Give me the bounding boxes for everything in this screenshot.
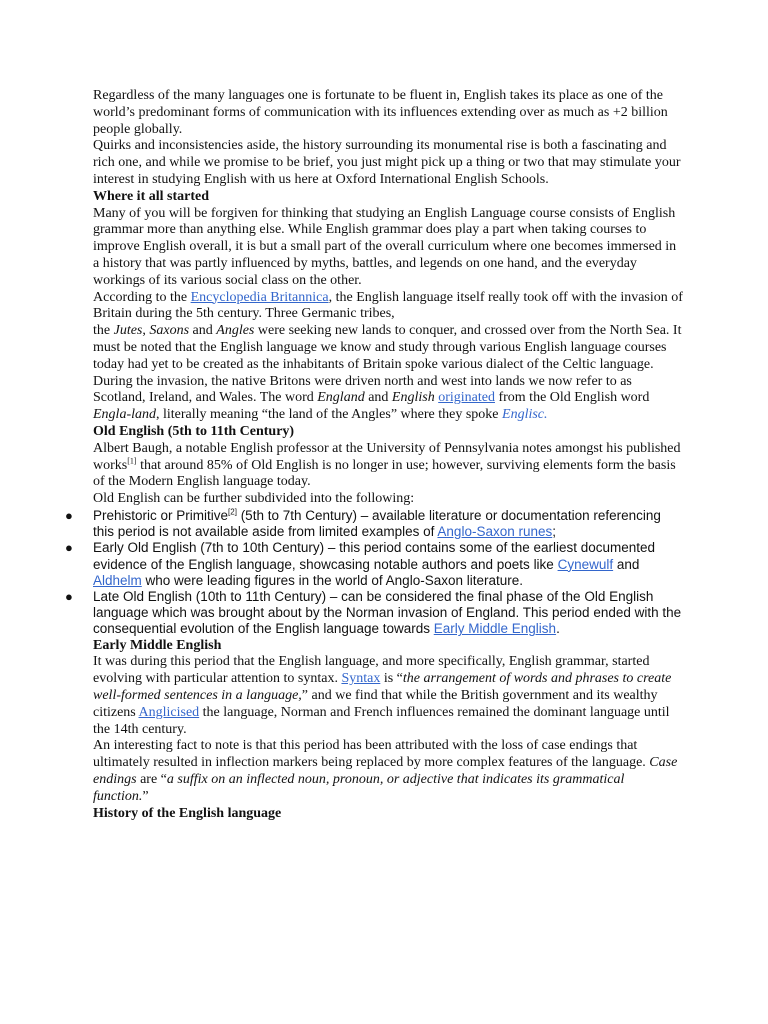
cynewulf-link[interactable]: Cynewulf bbox=[557, 556, 614, 572]
text-run: During the invasion, the native Britons were driven north and west into lands we now refer to as Scotland, Ireland, and Wales. The word bbox=[93, 373, 632, 406]
text-run: who were leading figures in the world of Anglo-Saxon literature. bbox=[141, 572, 523, 588]
anglo-saxon-runes-link[interactable]: Anglo-Saxon runes bbox=[437, 524, 553, 540]
anglicised-link[interactable]: Anglicised bbox=[138, 704, 200, 720]
germanic-tribes-paragraph bbox=[93, 323, 683, 373]
heading-old-english: Old English (5th to 11th Century) bbox=[93, 423, 295, 439]
footnote-2[interactable]: [2] bbox=[228, 507, 237, 517]
list-item-early-old-english bbox=[65, 540, 683, 589]
curriculum-paragraph: Many of you will be forgiven for thinking that studying an English Language course consists of English grammar more than anything else. While English grammar does play a part when taking courses to improve English overall, it is but a small part of the overall curriculum where one becomes immersed in a history that was partly influenced by myths, battles, and legends on one hand, and the everyday workings of its various social class on the other. bbox=[93, 205, 677, 288]
text-run: Early Old English (7th to 10th Century) – this period contains some of the earliest documented evidence of the English language, showcasing notable authors and poets like bbox=[93, 540, 656, 572]
aldhelm-link[interactable]: Aldhelm bbox=[93, 572, 142, 588]
text-run: ” and we find that while the British government and its wealthy citizens bbox=[93, 687, 658, 720]
engla-land-term: Engla-land bbox=[93, 407, 156, 423]
heading-early-middle-english: Early Middle English bbox=[93, 637, 222, 653]
case-endings-definition: a suffix on an inflected noun, pronoun, or adjective that indicates its grammatical function. bbox=[93, 771, 625, 804]
text-run: from the Old English word bbox=[494, 390, 650, 406]
jutes-term: Jutes bbox=[113, 323, 143, 339]
bullet-icon: ● bbox=[65, 507, 73, 523]
heading-where-it-all-started: Where it all started bbox=[93, 188, 209, 204]
english-term: English bbox=[391, 390, 435, 406]
list-item-prehistoric bbox=[65, 507, 683, 540]
britannica-paragraph bbox=[93, 290, 683, 324]
text-run: According to the bbox=[93, 289, 191, 305]
invasion-paragraph bbox=[93, 374, 683, 424]
saxons-term: Saxons bbox=[149, 323, 190, 339]
old-english-periods-list bbox=[65, 507, 683, 638]
encyclopedia-britannica-link[interactable]: Encyclopedia Britannica bbox=[190, 289, 329, 305]
text-run: ; bbox=[552, 524, 557, 540]
subdivision-intro: Old English can be further subdivided into the following: bbox=[93, 491, 415, 507]
case-endings-paragraph bbox=[93, 738, 683, 805]
text-run: Prehistoric or Primitive bbox=[93, 507, 229, 523]
text-run: the bbox=[93, 323, 114, 339]
text-run: ” bbox=[142, 788, 149, 804]
case-endings-term: Case endings bbox=[93, 755, 678, 787]
text-run: Late Old English (10th to 11th Century) – can be considered the final phase of the Old English language which was brought about by the Norman invasion of England. This period ended with the consequential evolution of the English language towards bbox=[93, 588, 682, 637]
text-run: and bbox=[613, 556, 640, 572]
text-run: and bbox=[189, 323, 217, 339]
text-run: , bbox=[142, 323, 150, 339]
text-run: (5th to 7th Century) – available literature or documentation referencing this period is not available aside from limited examples of bbox=[93, 507, 661, 540]
text-run: . bbox=[556, 621, 560, 637]
early-middle-english-link[interactable]: Early Middle English bbox=[433, 621, 557, 637]
text-run: Albert Baugh, a notable English professor at the University of Pennsylvania notes amongst his published works bbox=[93, 440, 681, 473]
syntax-link[interactable]: Syntax bbox=[341, 671, 381, 687]
text-run: , the English language itself really took off with the invasion of Britain during the 5th century. Three Germanic tribes, bbox=[93, 289, 683, 322]
text-run: that around 85% of Old English is no longer in use; however, surviving elements form the basis of the Modern English language today. bbox=[93, 457, 676, 490]
quirks-paragraph: Quirks and inconsistencies aside, the history surrounding its monumental rise is both a fascinating and rich one, and while we promise to be brief, you just might pick up a thing or two that may stimulate your interest in studying English with us here at Oxford International English Schools. bbox=[93, 138, 681, 187]
syntax-paragraph bbox=[93, 654, 683, 738]
text-run: and bbox=[364, 390, 392, 406]
originated-link[interactable]: originated bbox=[438, 390, 495, 406]
text-run: is “ bbox=[380, 671, 403, 687]
text-run: An interesting fact to note is that this period has been attributed with the loss of case endings that ultimately resulted in inflection markers being replaced by more complex features of the language. bbox=[93, 738, 650, 771]
syntax-definition: the arrangement of words and phrases to create well-formed sentences in a language, bbox=[93, 671, 672, 703]
text-run: , literally meaning “the land of the Angles” where they spoke bbox=[156, 407, 503, 423]
baugh-paragraph bbox=[93, 441, 683, 491]
heading-history-of-english: History of the English language bbox=[93, 805, 282, 821]
footnote-1[interactable]: [1] bbox=[127, 455, 137, 465]
text-run: the language, Norman and French influences remained the dominant language until the 14th century. bbox=[93, 704, 670, 737]
text-run: It was during this period that the English language, and more specifically, English grammar, started evolving with particular attention to syntax. bbox=[93, 654, 650, 687]
angles-term: Angles bbox=[216, 323, 255, 339]
england-term: England bbox=[317, 390, 365, 406]
bullet-icon: ● bbox=[65, 540, 73, 556]
text-run: are “ bbox=[136, 771, 167, 787]
document-body bbox=[65, 88, 683, 822]
list-item-late-old-english bbox=[65, 588, 683, 638]
englisc-link[interactable]: Englisc. bbox=[502, 407, 548, 423]
intro-paragraph: Regardless of the many languages one is fortunate to be fluent in, English takes its place as one of the world’s predominant forms of communication with its influences extending over as much as +2 billion people globally. bbox=[93, 88, 668, 137]
text-run: were seeking new lands to conquer, and crossed over from the North Sea. It must be noted that the English language we know and study through various English language courses today had yet to be created as the inhabitants of Britain spoke various dialect of the Celtic language. bbox=[93, 323, 682, 372]
bullet-icon: ● bbox=[65, 588, 73, 604]
